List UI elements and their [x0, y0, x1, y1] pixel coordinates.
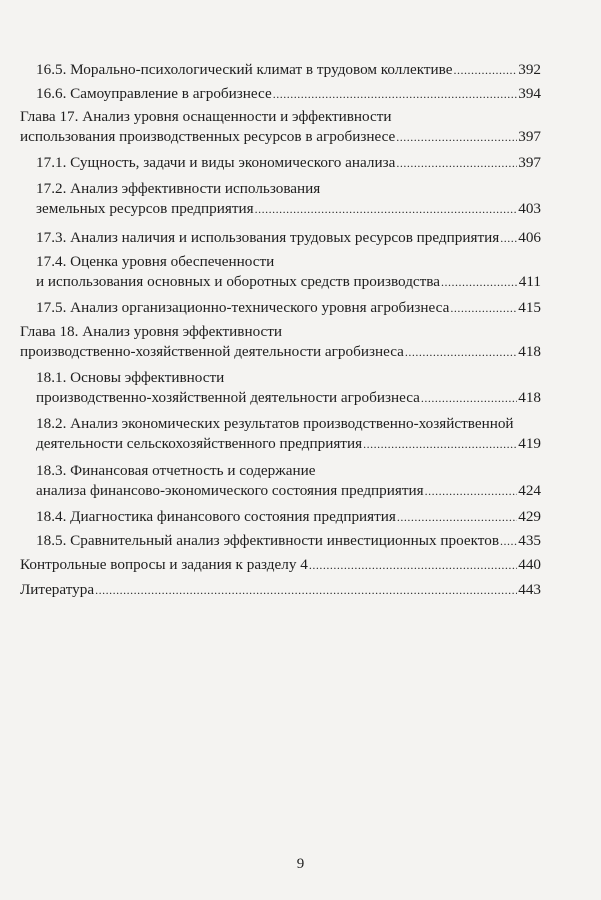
toc-entry-title: производственно-хозяйственной деятельности агробизнеса	[36, 389, 420, 406]
toc-entry-title: земельных ресурсов предприятия	[36, 200, 254, 217]
leader-dots	[425, 481, 518, 501]
toc-page-number: 419	[518, 435, 541, 452]
leader-dots	[397, 507, 517, 527]
toc-entry-title: использования производственных ресурсов в агробизнесе	[20, 128, 396, 145]
leader-dots	[273, 84, 518, 104]
leader-dots	[309, 555, 517, 575]
toc-page-number: 424	[518, 482, 541, 499]
leader-dots	[363, 434, 517, 454]
leader-dots	[95, 580, 517, 600]
leader-dots	[396, 127, 517, 147]
toc-entry-title: 17.1. Сущность, задачи и виды экономического анализа	[36, 154, 396, 171]
toc-chapter	[20, 322, 541, 362]
leader-dots	[255, 199, 518, 219]
toc-entry	[36, 60, 541, 80]
toc-entry-title: 18.1. Основы эффективности	[36, 369, 225, 386]
toc-entry	[36, 507, 541, 527]
toc-entry-title: 18.4. Диагностика финансового состояния предприятия	[36, 508, 396, 525]
leader-dots	[421, 388, 517, 408]
toc-page-number: 411	[518, 273, 541, 290]
leader-dots	[500, 228, 517, 248]
toc-entry-title: Литература	[20, 581, 95, 598]
toc-entry-title: деятельности сельскохозяйственного предприятия	[36, 435, 363, 452]
leader-dots	[396, 153, 517, 173]
toc-page-number: 403	[518, 200, 541, 217]
toc-entry	[36, 461, 541, 501]
toc-entry-title: производственно-хозяйственной деятельности агробизнеса	[20, 343, 404, 360]
leader-dots	[405, 342, 517, 362]
toc-page-number: 418	[518, 389, 541, 406]
toc-entry	[36, 252, 541, 292]
toc-entry-title: 17.3. Анализ наличия и использования трудовых ресурсов предприятия	[36, 229, 500, 246]
toc-page-number: 435	[518, 532, 541, 549]
toc-entry	[20, 555, 541, 575]
toc-page-number: 440	[518, 556, 541, 573]
toc-page-number: 397	[518, 128, 541, 145]
toc-entry	[36, 368, 541, 408]
toc-page-number: 397	[518, 154, 541, 171]
toc-page-number: 418	[518, 343, 541, 360]
leader-dots	[450, 298, 517, 318]
toc-entry-title: и использования основных и оборотных средств производства	[36, 273, 441, 290]
toc-entry	[36, 298, 541, 318]
toc-page-number: 443	[518, 581, 541, 598]
toc-entry-title: анализа финансово-экономического состояния предприятия	[36, 482, 424, 499]
toc-entry-title: Глава 17. Анализ уровня оснащенности и эффективности	[20, 108, 392, 125]
leader-dots	[453, 60, 517, 80]
toc-entry	[36, 84, 541, 104]
leader-dots	[441, 272, 518, 292]
toc-entry	[36, 153, 541, 173]
toc-entry	[20, 580, 541, 600]
toc-entry-title: Глава 18. Анализ уровня эффективности	[20, 323, 283, 340]
toc-entry	[36, 179, 541, 219]
toc-page-number: 429	[518, 508, 541, 525]
toc-entry	[36, 414, 541, 454]
toc-entry-title: 17.2. Анализ эффективности использования	[36, 180, 321, 197]
page-number: 9	[296, 856, 305, 872]
toc-entry	[36, 531, 541, 551]
toc-entry-title: 18.3. Финансовая отчетность и содержание	[36, 462, 316, 479]
toc-page-number: 394	[518, 85, 541, 102]
toc-page-number: 406	[518, 229, 541, 246]
toc-chapter	[20, 107, 541, 147]
toc-page-number: 415	[518, 299, 541, 316]
leader-dots	[500, 531, 517, 551]
toc-entry-title: 17.4. Оценка уровня обеспеченности	[36, 253, 275, 270]
toc-entry-title: 18.5. Сравнительный анализ эффективности инвестиционных проектов	[36, 532, 500, 549]
toc-entry-title: 17.5. Анализ организационно-технического уровня агробизнеса	[36, 299, 450, 316]
toc-entry-title: 16.6. Самоуправление в агробизнесе	[36, 85, 272, 102]
toc-entry-title: 16.5. Морально-психологический климат в трудовом коллективе	[36, 61, 453, 78]
toc-page-number: 392	[518, 61, 541, 78]
toc-entry-title: 18.2. Анализ экономических результатов производственно-хозяйственной	[36, 415, 514, 432]
toc-entry-title: Контрольные вопросы и задания к разделу 4	[20, 556, 308, 573]
toc-entry	[36, 228, 541, 248]
